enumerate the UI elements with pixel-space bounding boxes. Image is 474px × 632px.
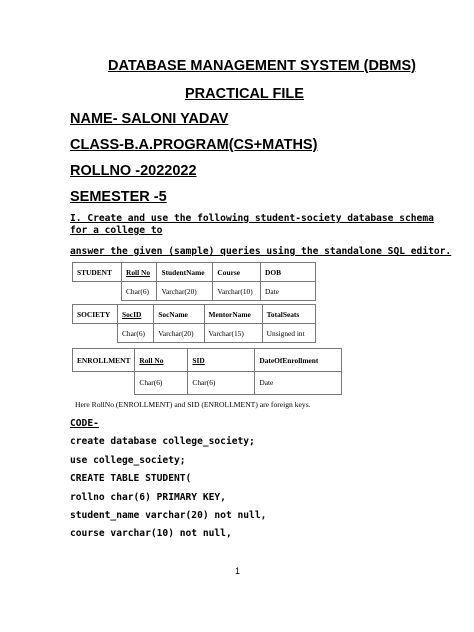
table-row (73, 372, 342, 395)
table-row (73, 282, 316, 301)
column-type: Char(6) (135, 372, 188, 395)
question-line-1: I. Create and use the following student-society database schema (70, 213, 434, 224)
rollno-heading: ROLLNO -2022022 (70, 163, 197, 179)
foreign-key-note: Here RollNo (ENROLLMENT) and SID (ENROLLMENT) are foreign keys. (75, 400, 311, 409)
column-type: Varchar(15) (204, 324, 262, 343)
column-type: Varchar(20) (157, 282, 213, 301)
table-row (73, 263, 316, 282)
column-type: Char(6) (118, 324, 154, 343)
document-subtitle: PRACTICAL FILE (185, 86, 304, 102)
table-name: SOCIETY (73, 305, 118, 324)
column-header: MentorName (204, 305, 262, 324)
column-header: DateOfEnrollment (255, 349, 342, 372)
enrollment-schema-table (72, 348, 342, 395)
column-header: SocID (118, 305, 154, 324)
column-header: SocName (154, 305, 204, 324)
table-name: STUDENT (73, 263, 122, 282)
column-header: TotalSeats (262, 305, 315, 324)
semester-heading: SEMESTER -5 (70, 189, 167, 205)
column-type: Unsigned int (262, 324, 315, 343)
question-line-2: for a college to (70, 225, 163, 236)
column-header: Course (213, 263, 261, 282)
code-line: use college_society; (70, 455, 186, 466)
question-line-3: answer the given (sample) queries using the standalone SQL editor. (70, 246, 452, 257)
class-heading: CLASS-B.A.PROGRAM(CS+MATHS) (70, 137, 318, 153)
student-schema-table (72, 262, 316, 301)
column-header: Roll No (122, 263, 157, 282)
column-header: StudentName (157, 263, 213, 282)
table-row (73, 324, 316, 343)
page-number: 1 (235, 566, 241, 576)
code-line: create database college_society; (70, 436, 255, 447)
column-header: Roll No (135, 349, 188, 372)
table-row (73, 305, 316, 324)
table-row (73, 349, 342, 372)
code-line: rollno char(6) PRIMARY KEY, (70, 492, 226, 503)
code-line: course varchar(10) not null, (70, 528, 232, 539)
table-name: ENROLLMENT (73, 349, 135, 372)
column-header: DOB (261, 263, 316, 282)
column-type: Char(6) (188, 372, 255, 395)
code-line: student_name varchar(20) not null, (70, 510, 267, 521)
code-line: CREATE TABLE STUDENT( (70, 473, 192, 484)
column-type: Char(6) (122, 282, 157, 301)
code-label: CODE- (70, 418, 99, 429)
column-type: Date (255, 372, 342, 395)
column-type: Varchar(10) (213, 282, 261, 301)
column-type: Date (261, 282, 316, 301)
society-schema-table (72, 304, 316, 343)
column-header: SID (188, 349, 255, 372)
column-type: Varchar(20) (154, 324, 204, 343)
document-title: DATABASE MANAGEMENT SYSTEM (DBMS) (108, 58, 416, 74)
student-name-heading: NAME- SALONI YADAV (70, 111, 229, 127)
